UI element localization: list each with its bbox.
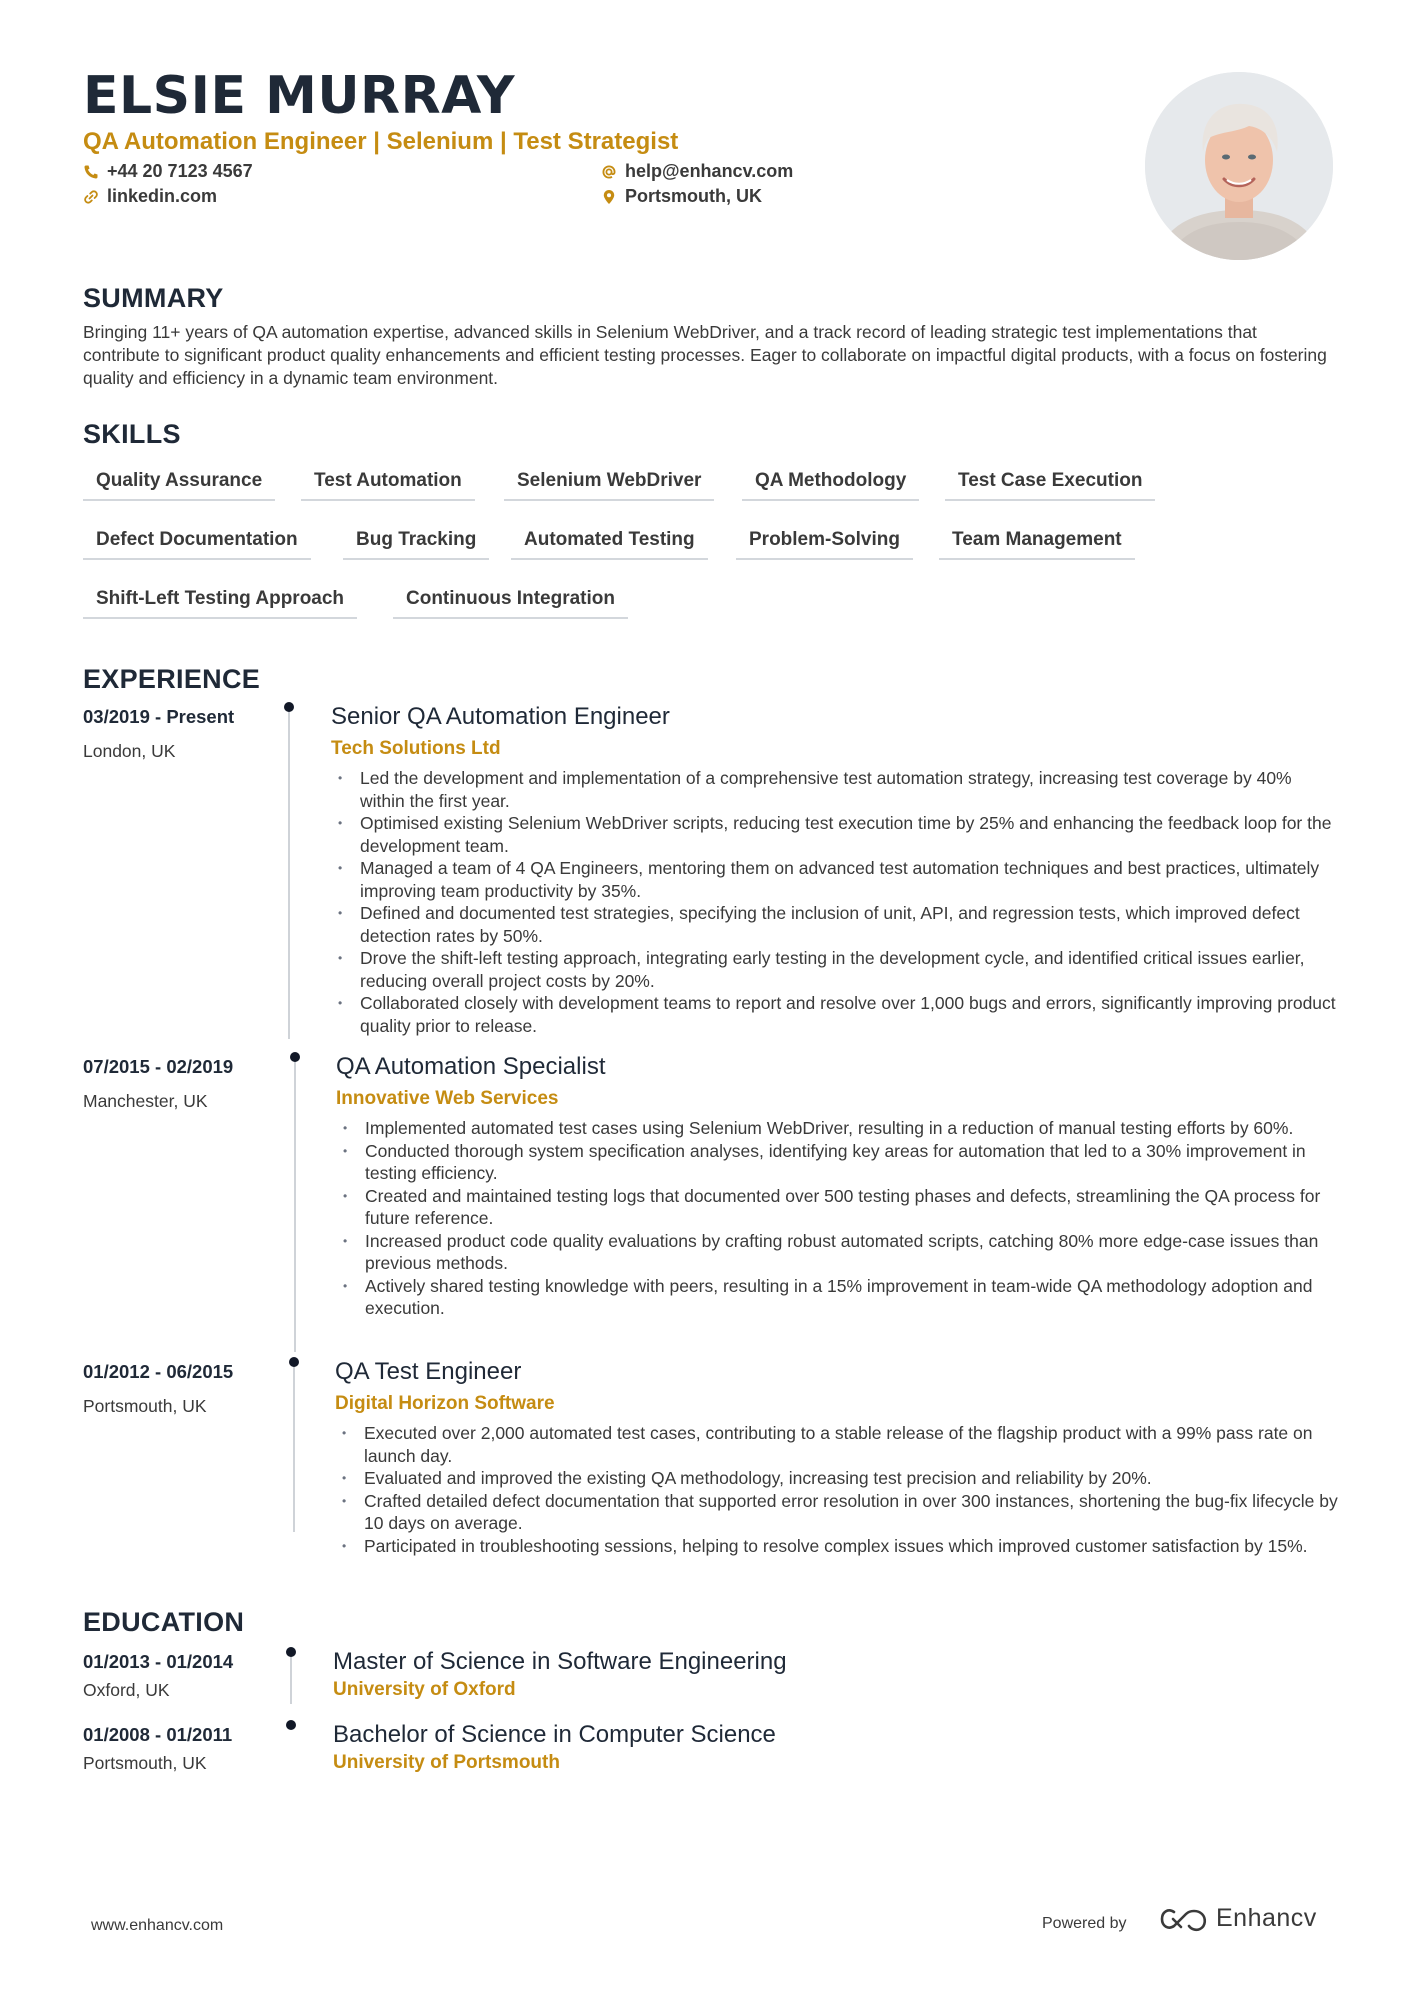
experience-heading: EXPERIENCE: [83, 664, 261, 694]
timeline-dot: [286, 1720, 296, 1730]
company-name: Innovative Web Services: [336, 1088, 559, 1109]
education-location: Oxford, UK: [83, 1680, 170, 1700]
school-name: University of Portsmouth: [333, 1752, 560, 1773]
skill-tag: Automated Testing: [511, 522, 708, 560]
skills-heading: SKILLS: [83, 419, 181, 449]
headline: QA Automation Engineer | Selenium | Test Strategist: [83, 128, 679, 155]
linkedin-link[interactable]: linkedin.com: [107, 186, 218, 206]
skill-tag: QA Methodology: [742, 463, 919, 501]
profile-photo: [1145, 72, 1333, 260]
skill-tag: Shift-Left Testing Approach: [83, 581, 357, 619]
summary-heading: SUMMARY: [83, 283, 224, 313]
skill-tag: Test Automation: [301, 463, 475, 501]
skill-tag: Selenium WebDriver: [504, 463, 714, 501]
achievement-item: • Participated in troubleshooting sessions, helping to resolve complex issues which improved customer satisfaction by 15%.: [334, 1535, 1338, 1558]
phone-contact: [83, 161, 253, 182]
job-achievements: [335, 1117, 1338, 1320]
location-contact: [601, 186, 762, 207]
achievement-item: • Collaborated closely with development teams to report and resolve over 1,000 bugs and errors, significantly improving product quality prior to release.: [330, 992, 1338, 1037]
timeline-dot: [289, 1357, 299, 1367]
job-title: Senior QA Automation Engineer: [331, 703, 670, 730]
job-dates: 03/2019 - Present: [83, 706, 235, 727]
achievement-item: • Increased product code quality evaluations by crafting robust automated scripts, catching 80% more edge-case issues than previous methods.: [335, 1230, 1338, 1275]
skill-tag: Team Management: [939, 522, 1135, 560]
education-dates: 01/2008 - 01/2011: [83, 1724, 233, 1745]
job-dates: 01/2012 - 06/2015: [83, 1361, 234, 1382]
skill-tag: Problem-Solving: [736, 522, 913, 560]
timeline-dot: [290, 1052, 300, 1062]
job-achievements: [330, 767, 1338, 1037]
timeline-line: [294, 1058, 296, 1352]
link-icon: [83, 189, 99, 205]
school-name: University of Oxford: [333, 1679, 516, 1700]
skill-tag: Continuous Integration: [393, 581, 628, 619]
education-dates: 01/2013 - 01/2014: [83, 1651, 234, 1672]
brand-logo[interactable]: [1160, 1904, 1317, 1933]
achievement-item: • Crafted detailed defect documentation that supported error resolution in over 300 instances, shortening the bug-fix lifecycle by 10 days on average.: [334, 1490, 1338, 1535]
achievement-item: • Managed a team of 4 QA Engineers, mentoring them on advanced test automation techniques and best practices, ultimately improving team productivity by 35%.: [330, 857, 1338, 902]
footer-website[interactable]: www.enhancv.com: [91, 1917, 224, 1934]
timeline-line: [293, 1362, 295, 1532]
job-dates: 07/2015 - 02/2019: [83, 1056, 234, 1077]
job-location: Portsmouth, UK: [83, 1396, 207, 1416]
phone-icon: [83, 164, 99, 180]
achievement-item: • Created and maintained testing logs that documented over 500 testing phases and defects, streamlining the QA process for future reference.: [335, 1185, 1338, 1230]
company-name: Digital Horizon Software: [335, 1393, 555, 1414]
job-title: QA Test Engineer: [335, 1358, 522, 1385]
education-location: Portsmouth, UK: [83, 1753, 207, 1773]
achievement-item: • Conducted thorough system specification analyses, identifying key areas for automation that led to a 30% improvement in testing efficiency.: [335, 1140, 1338, 1185]
degree-title: Master of Science in Software Engineering: [333, 1648, 787, 1675]
timeline-dot: [286, 1647, 296, 1657]
achievement-item: • Drove the shift-left testing approach, integrating early testing in the development cycle, and identified critical issues earlier, reducing overall project costs by 20%.: [330, 947, 1338, 992]
at-icon: [601, 164, 617, 180]
brand-name: Enhancv: [1216, 1904, 1317, 1932]
linkedin-contact: [83, 186, 217, 207]
timeline-dot: [284, 702, 294, 712]
job-title: QA Automation Specialist: [336, 1053, 606, 1080]
timeline-line: [288, 707, 290, 1039]
achievement-item: • Executed over 2,000 automated test cases, contributing to a stable release of the flagship product with a 99% pass rate on launch day.: [334, 1422, 1338, 1467]
timeline-line: [290, 1652, 292, 1704]
achievement-item: • Actively shared testing knowledge with peers, resulting in a 15% improvement in team-wide QA methodology adoption and execution.: [335, 1275, 1338, 1320]
powered-by-label: Powered by: [1042, 1915, 1127, 1932]
email-contact: [601, 161, 793, 182]
education-heading: EDUCATION: [83, 1607, 245, 1637]
location-text: Portsmouth, UK: [625, 186, 762, 206]
achievement-item: • Defined and documented test strategies, specifying the inclusion of unit, API, and regression tests, which improved defect detection rates by 50%.: [330, 902, 1338, 947]
achievement-item: • Optimised existing Selenium WebDriver scripts, reducing test execution time by 25% and enhancing the feedback loop for the development team.: [330, 812, 1338, 857]
skill-tag: Bug Tracking: [343, 522, 489, 560]
achievement-item: • Led the development and implementation of a comprehensive test automation strategy, increasing test coverage by 40% within the first year.: [330, 767, 1338, 812]
job-achievements: [334, 1422, 1338, 1557]
summary-text: Bringing 11+ years of QA automation expertise, advanced skills in Selenium WebDriver, and a track record of leading strategic test implementations that contribute to significant product quality enhancements and efficient testing processes. Eager to collaborate on impactful digital products, with a focus on fostering quality and efficiency in a dynamic team environment.: [83, 322, 1327, 388]
degree-title: Bachelor of Science in Computer Science: [333, 1721, 776, 1748]
company-name: Tech Solutions Ltd: [331, 738, 501, 759]
enhancv-logo-icon: [1160, 1906, 1208, 1932]
job-location: Manchester, UK: [83, 1091, 208, 1111]
skill-tag: Test Case Execution: [945, 463, 1155, 501]
location-pin-icon: [601, 189, 617, 205]
skill-tag: Defect Documentation: [83, 522, 311, 560]
job-location: London, UK: [83, 741, 176, 761]
skill-tag: Quality Assurance: [83, 463, 275, 501]
email-address[interactable]: help@enhancv.com: [625, 161, 794, 181]
achievement-item: • Implemented automated test cases using Selenium WebDriver, resulting in a reduction of manual testing efforts by 60%.: [335, 1117, 1338, 1140]
phone-number: +44 20 7123 4567: [107, 161, 253, 181]
achievement-item: • Evaluated and improved the existing QA methodology, increasing test precision and reliability by 20%.: [334, 1467, 1338, 1490]
candidate-name: ELSIE MURRAY: [83, 66, 516, 126]
